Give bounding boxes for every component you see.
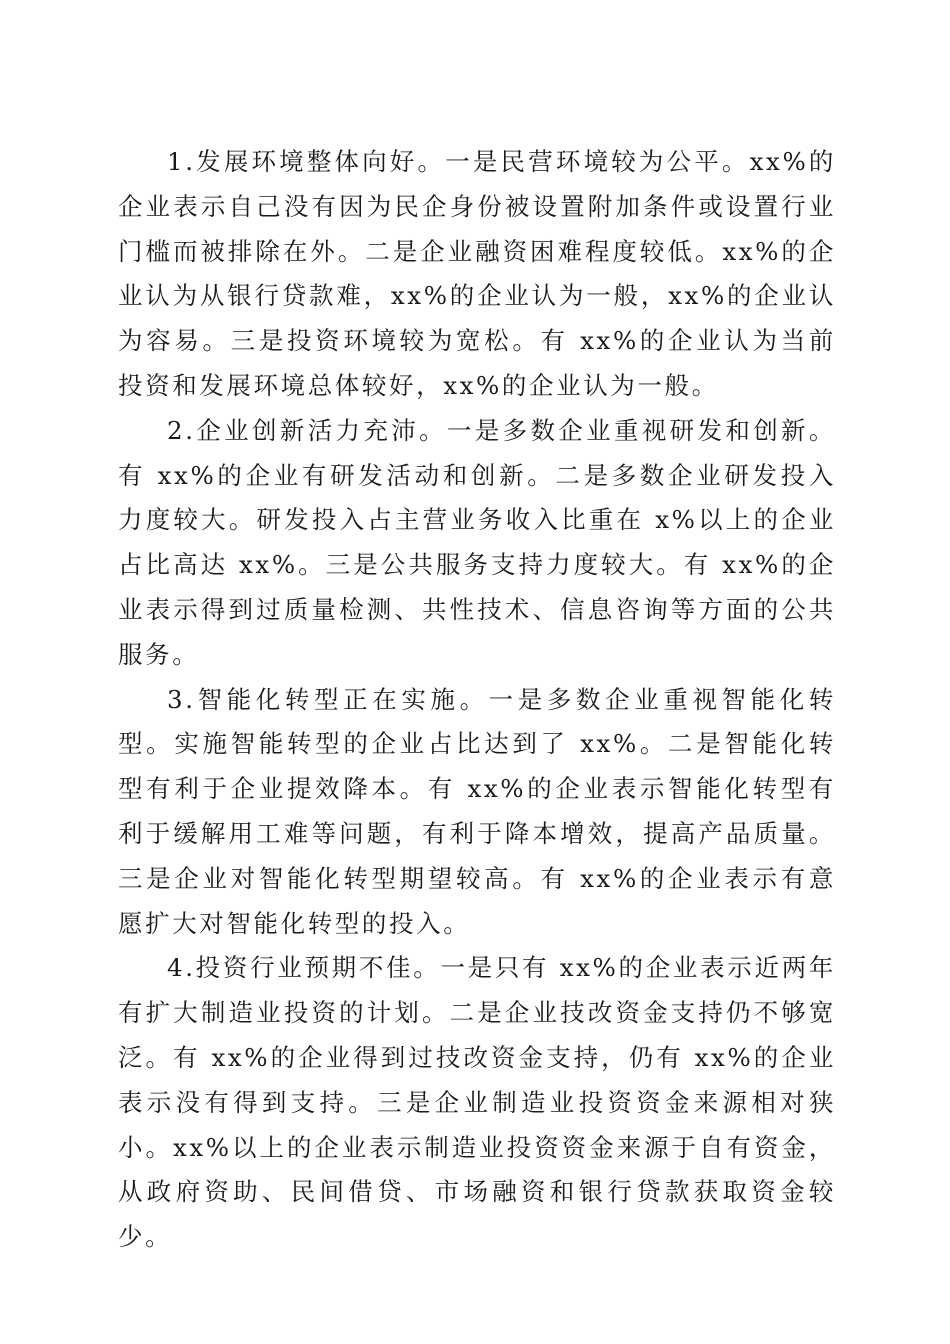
paragraph-innovation-vitality: 2.企业创新活力充沛。一是多数企业重视研发和创新。有 xx%的企业有研发活动和创新。二是多数企业研发投入力度较大。研发投入占主营业务收入比重在 x%以上的企业占比高达 xx%。三是公共服务支持力度较大。有 xx%的企业表示得到过质量检测、共性技术、信息咨询等方面的公共服务。 xyxy=(118,415,836,669)
paragraph-investment-outlook: 4.投资行业预期不佳。一是只有 xx%的企业表示近两年有扩大制造业投资的计划。二是企业技改资金支持仍不够宽泛。有 xx%的企业得到过技改资金支持，仍有 xx%的企业表示没有得到支持。三是企业制造业投资资金来源相对狭小。xx%以上的企业表示制造业投资资金来源于自有资金，从政府资助、民间借贷、市场融资和银行贷款获取资金较少。 xyxy=(118,953,836,1252)
paragraph-intelligent-transformation: 3.智能化转型正在实施。一是多数企业重视智能化转型。实施智能转型的企业占比达到了 xx%。二是智能化转型有利于企业提效降本。有 xx%的企业表示智能化转型有利于缓解用工难等问题，有利于降本增效，提高产品质量。三是企业对智能化转型期望较高。有 xx%的企业表示有意愿扩大对智能化转型的投入。 xyxy=(118,684,836,938)
paragraph-development-environment: 1.发展环境整体向好。一是民营环境较为公平。xx%的企业表示自己没有因为民企身份被设置附加条件或设置行业门槛而被排除在外。二是企业融资困难程度较低。xx%的企业认为从银行贷款难，xx%的企业认为一般，xx%的企业认为容易。三是投资环境较为宽松。有 xx%的企业认为当前投资和发展环境总体较好，xx%的企业认为一般。 xyxy=(118,147,836,400)
document-body xyxy=(118,140,836,1260)
